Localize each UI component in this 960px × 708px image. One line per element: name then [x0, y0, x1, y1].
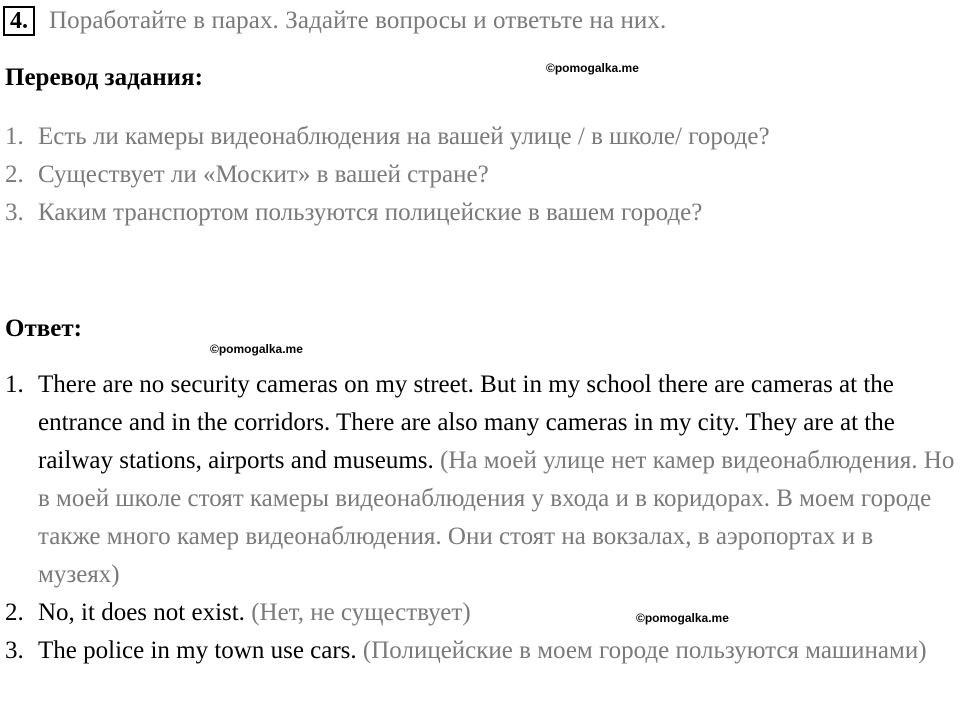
watermark: ©pomogalka.me [636, 611, 729, 625]
answer-item: 3. The police in my town use cars. (Полицейские в моем городе пользуются машинами) [5, 637, 927, 664]
answer-list [5, 366, 955, 670]
list-item: 3. Каким транспортом пользуются полицейские в вашем городе? [5, 199, 703, 226]
answer-title: Ответ: [5, 315, 82, 342]
translation-title: Перевод задания: [5, 64, 203, 91]
watermark: ©pomogalka.me [546, 61, 639, 75]
task-instruction: Поработайте в парах. Задайте вопросы и ответьте на них. [49, 7, 667, 34]
watermark: ©pomogalka.me [210, 342, 303, 356]
translation-list [5, 118, 770, 232]
task-header [3, 4, 666, 38]
task-number: 4. [3, 6, 35, 36]
answer-item: 1. There are no security cameras on my street. But in my school there are cameras at the entrance and in the corridors. There are also many cameras in my city. They are at the railway stations, airports and museums. (На моей улице нет камер видеонаблюдения. Но в моей школе стоят камеры видеонаблюдения у входа и в коридорах. В моем городе также много камер видеонаблюдения. Они стоят на вокзалах, в аэропортах и в музеях) [5, 371, 955, 588]
list-item: 1. Есть ли камеры видеонаблюдения на вашей улице / в школе/ городе? [5, 123, 770, 150]
answer-item: 2. No, it does not exist. (Нет, не существует) [5, 599, 471, 626]
list-item: 2. Существует ли «Москит» в вашей стране? [5, 161, 489, 188]
